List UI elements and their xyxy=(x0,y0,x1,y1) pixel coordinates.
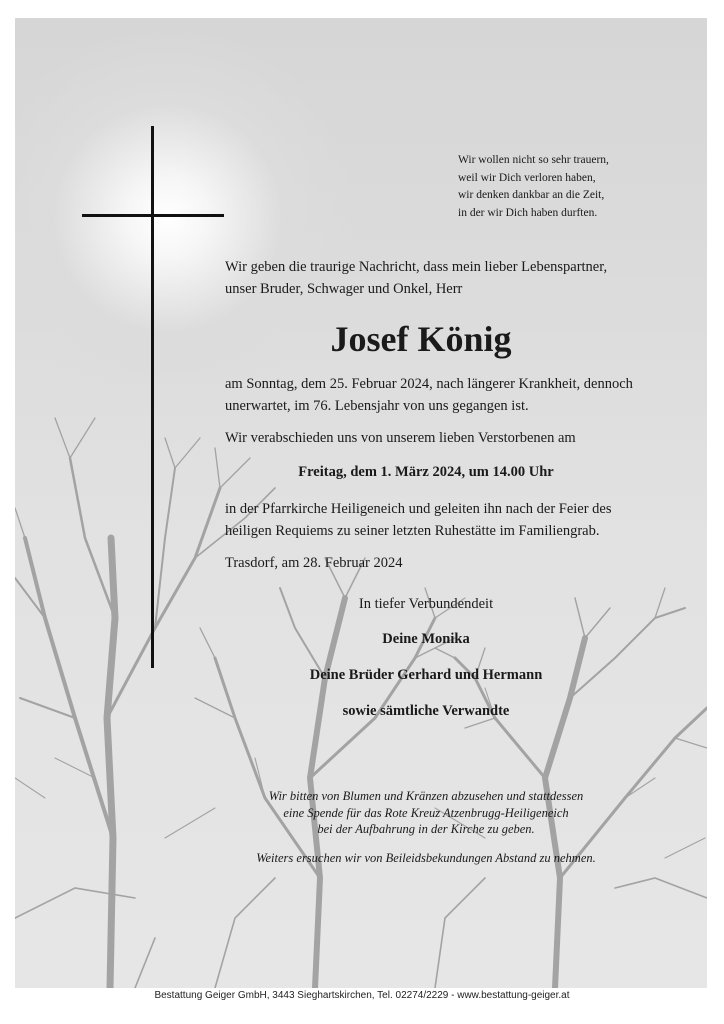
place-and-date: Trasdorf, am 28. Februar 2024 xyxy=(225,555,403,571)
death-notice-line: unerwartet, im 76. Lebensjahr von uns gegangen ist. xyxy=(225,397,529,414)
death-notice xyxy=(225,374,633,417)
cross-vertical-beam xyxy=(151,126,154,668)
deceased-name: Josef König xyxy=(330,319,512,359)
mourner-name: sowie sämtliche Verwandte xyxy=(342,703,510,719)
ceremony-place-line: in der Pfarrkirche Heiligeneich und geleiten ihn nach der Feier des xyxy=(225,501,612,517)
note-line: eine Spende für das Rote Kreuz Atzenbrugg-Heiligeneich xyxy=(283,805,569,820)
announcement-intro xyxy=(225,257,607,300)
signoff: In tiefer Verbundendeit xyxy=(358,596,494,612)
poem-line: wir denken dankbar an die Zeit, xyxy=(458,189,605,201)
memorial-poem xyxy=(458,152,609,222)
mourner-name: Deine Monika xyxy=(382,631,470,647)
condolence-note: Weiters ersuchen wir von Beileidsbekundungen Abstand zu nehmen. xyxy=(256,851,596,865)
note-line: Wir bitten von Blumen und Kränzen abzusehen und stattdessen xyxy=(268,789,584,803)
poem-line: in der wir Dich haben durften. xyxy=(458,206,598,219)
intro-line: unser Bruder, Schwager und Onkel, Herr xyxy=(225,280,463,297)
cross-horizontal-beam xyxy=(82,214,224,217)
poem-line: Wir wollen nicht so sehr trauern, xyxy=(458,154,609,166)
donation-request-note xyxy=(215,788,637,838)
funeral-home-footer: Bestattung Geiger GmbH, 3443 Sieghartskirchen, Tel. 02274/2229 - www.bestattung-geiger.at xyxy=(154,990,570,1001)
farewell-intro: Wir verabschieden uns von unserem lieben Verstorbenen am xyxy=(225,430,576,446)
obituary-card xyxy=(15,18,707,988)
poem-line: weil wir Dich verloren haben, xyxy=(458,171,596,184)
mourner-name: Deine Brüder Gerhard und Hermann xyxy=(309,667,543,683)
ceremony-date: Freitag, dem 1. März 2024, um 14.00 Uhr xyxy=(298,464,554,480)
note-line: bei der Aufbahrung in der Kirche zu geben. xyxy=(317,822,535,836)
intro-line: Wir geben die traurige Nachricht, dass mein lieber Lebenspartner, xyxy=(225,259,608,275)
ceremony-place xyxy=(225,499,612,542)
ceremony-place-line: heiligen Requiems zu seiner letzten Ruhestätte im Familiengrab. xyxy=(225,522,600,539)
death-notice-line: am Sonntag, dem 25. Februar 2024, nach längerer Krankheit, dennoch xyxy=(225,376,633,392)
